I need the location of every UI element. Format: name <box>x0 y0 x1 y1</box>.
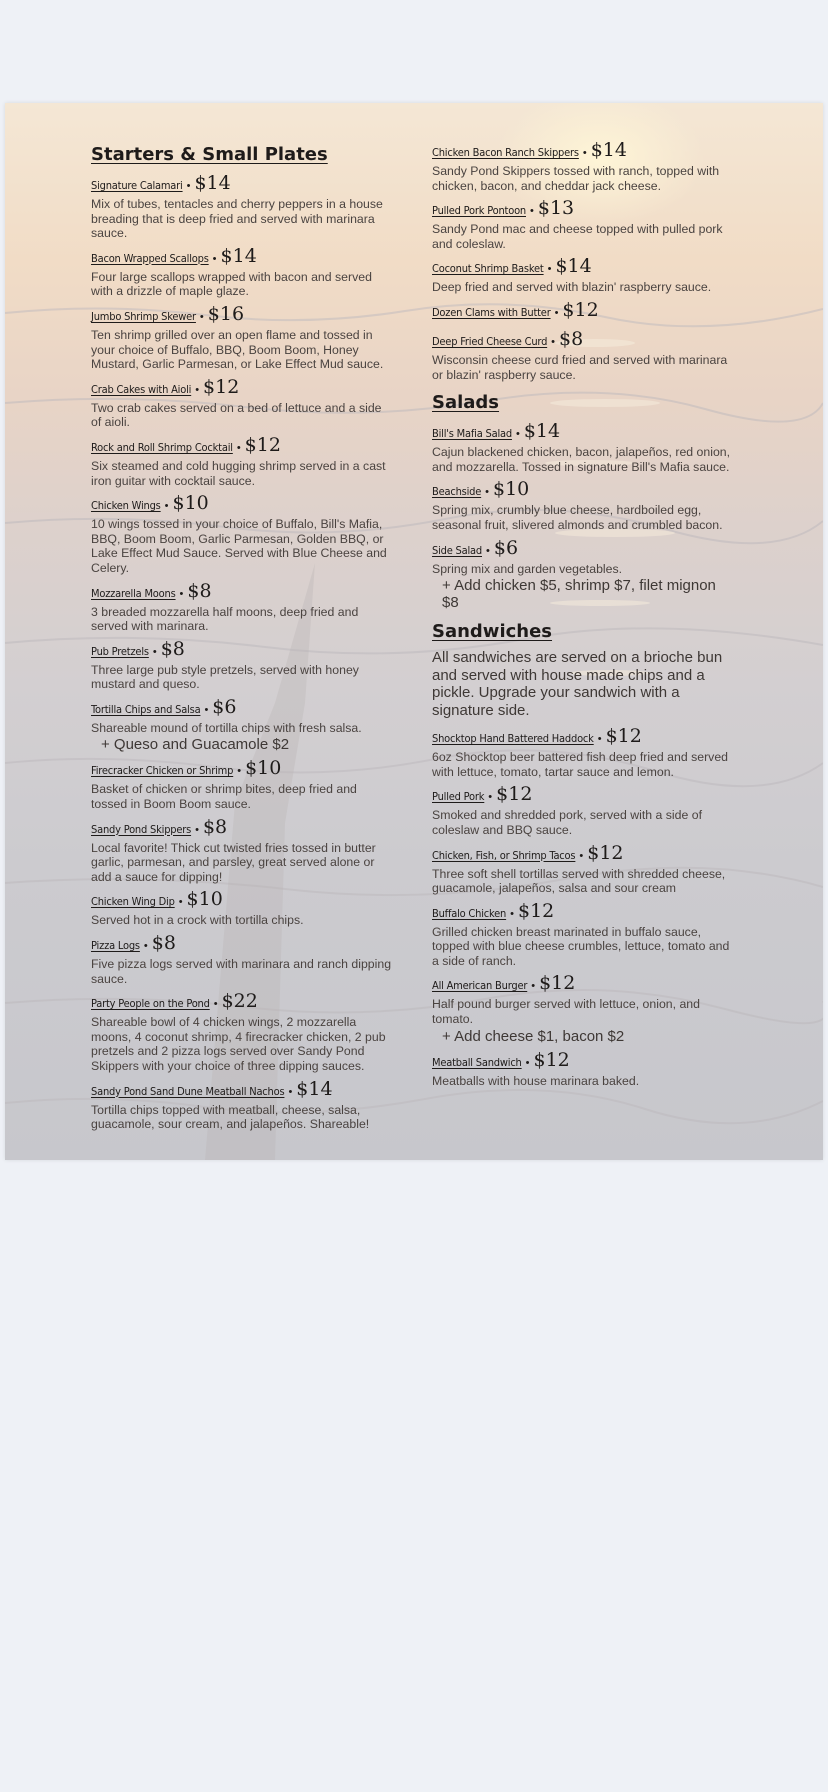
bullet-separator: • <box>531 980 536 993</box>
menu-item-title <box>91 376 395 401</box>
salads-list <box>432 420 732 611</box>
menu-item <box>91 303 395 372</box>
menu-item <box>91 638 395 692</box>
menu-item-price: $12 <box>517 899 555 922</box>
menu-item-title <box>91 172 395 197</box>
menu-item-description: Ten shrimp grilled over an open flame and tossed in your choice of Buffalo, BBQ, Boom Boom, Honey Mustard, Garlic Parmesan, or Lake Effect Mud sauce. <box>91 327 384 372</box>
bullet-separator: • <box>195 383 200 396</box>
menu-item-title <box>91 638 395 663</box>
bullet-separator: • <box>186 180 191 192</box>
menu-item-name: Dozen Clams with Butter <box>432 305 551 319</box>
starters-list <box>91 172 395 1132</box>
menu-item-title <box>432 299 732 324</box>
menu-item-description: Tortilla chips topped with meatball, cheese, salsa, guacamole, sour cream, and jalapeños. Shareable! <box>91 1102 370 1132</box>
menu-item-price: $6 <box>212 695 237 718</box>
menu-item-description: Meatballs with house marinara baked. <box>432 1073 640 1088</box>
menu-item-description: Basket of chicken or shrimp bites, deep fried and tossed in Boom Boom sauce. <box>91 782 357 812</box>
menu-item <box>91 245 395 299</box>
menu-item-description: Spring mix and garden vegetables. <box>432 561 623 576</box>
menu-item-name: Rock and Roll Shrimp Cocktail <box>91 440 233 454</box>
menu-item-description: Deep fried and served with blazin' raspberry sauce. <box>432 280 712 295</box>
menu-item <box>432 139 732 193</box>
menu-item-description: Five pizza logs served with marinara and ranch dipping sauce. <box>91 957 392 986</box>
menu-item-name: Crab Cakes with Aioli <box>91 382 192 396</box>
menu-item-price: $10 <box>245 757 282 780</box>
menu-item-title <box>91 245 395 270</box>
menu-item-price: $8 <box>202 815 228 838</box>
menu-item-price: $22 <box>221 990 258 1013</box>
menu-item <box>91 580 395 634</box>
sandwiches-intro: All sandwiches are served on a brioche bun and served with house made chips and a pickle. Upgrade your sandwich with a signature side. <box>432 649 723 719</box>
menu-item-description: Shareable mound of tortilla chips with fresh salsa. <box>91 720 362 735</box>
menu-item-name: Chicken Wings <box>91 499 161 513</box>
menu-item-description: Three soft shell tortillas served with shredded cheese, guacamole, jalapeños, salsa and sour cream <box>432 866 726 896</box>
menu-card <box>5 103 823 1160</box>
bullet-separator: • <box>213 998 218 1011</box>
menu-item-price: $12 <box>539 972 576 995</box>
starters-column <box>91 143 395 1136</box>
menu-item-price: $14 <box>220 244 257 267</box>
menu-item-name: Beachside <box>432 485 482 499</box>
bullet-separator: • <box>551 335 556 348</box>
menu-item-name: Bacon Wrapped Scallops <box>91 251 209 265</box>
bullet-separator: • <box>179 587 184 600</box>
menu-item-name: Chicken, Fish, or Shrimp Tacos <box>432 848 576 862</box>
menu-item-description: Grilled chicken breast marinated in buffalo sauce, topped with blue cheese crumbles, lettuce, tomato and a side of ranch. <box>432 924 730 968</box>
menu-item-name: Pub Pretzels <box>91 644 149 658</box>
menu-item-description: Cajun blackened chicken, bacon, jalapeños, red onion, and mozzarella. Tossed in signature Bill's Mafia sauce. <box>432 445 731 474</box>
menu-item-name: Meatball Sandwich <box>432 1055 522 1069</box>
bullet-separator: • <box>597 733 602 746</box>
sandwiches-section <box>432 620 732 1088</box>
bullet-separator: • <box>547 263 552 276</box>
menu-item-price: $14 <box>194 172 231 194</box>
menu-item-title <box>91 932 395 957</box>
menu-item-title <box>91 990 395 1015</box>
menu-item <box>91 172 395 241</box>
menu-item-price: $13 <box>537 197 575 220</box>
menu-item-name: Tortilla Chips and Salsa <box>91 702 201 716</box>
bullet-separator: • <box>530 205 534 218</box>
menu-item <box>432 783 732 837</box>
menu-item-addon: + Queso and Guacamole $2 <box>101 736 290 754</box>
menu-item <box>91 492 395 575</box>
menu-item-name: Chicken Bacon Ranch Skippers <box>432 146 579 159</box>
menu-item-price: $12 <box>587 841 624 864</box>
starters-heading: Starters & Small Plates <box>91 144 328 165</box>
menu-item-price: $8 <box>160 637 185 660</box>
menu-item-title <box>91 757 395 782</box>
menu-item-price: $8 <box>559 327 584 350</box>
bullet-separator: • <box>510 907 514 920</box>
menu-item-title <box>432 255 732 280</box>
menu-item-description: Two crab cakes served on a bed of lettuce and a side of aioli. <box>91 400 382 430</box>
menu-item-description: 10 wings tossed in your choice of Buffalo, Bill's Mafia, BBQ, Boom Boom, Garlic Parmesan, Golden BBQ, or Lake Effect Mud Sauce. Served with Blue Cheese and Celery. <box>91 517 387 575</box>
menu-item-description: Local favorite! Thick cut twisted fries tossed in butter garlic, parmesan, and parsley, great served alone or add a sauce for dipping! <box>91 840 376 884</box>
bullet-separator: • <box>152 645 157 658</box>
salads-heading: Salads <box>432 392 500 414</box>
menu-item-price: $10 <box>493 478 530 501</box>
menu-item-title <box>432 1049 732 1074</box>
menu-item-description: Served hot in a crock with tortilla chips. <box>91 913 304 928</box>
menu-item-price: $16 <box>207 302 245 325</box>
menu-item-description: Four large scallops wrapped with bacon and served with a drizzle of maple glaze. <box>91 269 372 299</box>
menu-item-name: Sandy Pond Skippers <box>91 822 192 836</box>
bullet-separator: • <box>525 1056 530 1069</box>
menu-item <box>91 434 395 488</box>
bullet-separator: • <box>579 849 584 862</box>
menu-item-description: Spring mix, crumbly blue cheese, hardboiled egg, seasonal fruit, slivered almonds and crumbled bacon. <box>432 503 723 532</box>
menu-item-description: Shareable bowl of 4 chicken wings, 2 mozzarella moons, 4 coconut shrimp, 4 firecracker chicken, 2 pub pretzels and 2 pizza logs served over Sandy Pond Skippers with your choice of three dipping sauces. <box>91 1015 386 1073</box>
menu-item-price: $12 <box>605 725 642 748</box>
menu-item <box>432 255 732 295</box>
menu-item <box>432 299 732 324</box>
salads-section <box>432 391 732 611</box>
menu-item-title <box>432 900 732 925</box>
menu-item-name: Buffalo Chicken <box>432 906 507 920</box>
menu-item-price: $14 <box>555 255 592 278</box>
bullet-separator: • <box>582 147 587 159</box>
menu-item-title <box>432 537 732 562</box>
menu-item-description: Three large pub style pretzels, served with honey mustard and queso. <box>91 662 359 692</box>
menu-item-name: Party People on the Pond <box>91 997 210 1011</box>
menu-item <box>91 932 395 986</box>
menu-item-description: Wisconsin cheese curd fried and served with marinara or blazin' raspberry sauce. <box>432 352 728 382</box>
menu-item <box>432 537 732 612</box>
menu-item <box>432 328 732 382</box>
menu-item-name: All American Burger <box>432 979 528 993</box>
menu-item-price: $8 <box>151 932 176 955</box>
bullet-separator: • <box>485 486 489 499</box>
bullet-separator: • <box>164 500 169 513</box>
menu-item-title <box>91 303 395 328</box>
menu-item-description: Mix of tubes, tentacles and cherry peppers in a house breading that is deep fried and served with marinara sauce. <box>91 197 383 241</box>
menu-item-name: Pulled Pork Pontoon <box>432 204 526 218</box>
menu-item-price: $12 <box>562 298 599 321</box>
menu-item <box>91 376 395 430</box>
menu-item-title <box>432 478 732 503</box>
menu-item-name: Sandy Pond Sand Dune Meatball Nachos <box>91 1084 285 1098</box>
menu-item-description: Half pound burger served with lettuce, onion, and tomato. <box>432 997 700 1027</box>
menu-item <box>91 816 395 885</box>
more-starters-list <box>432 139 732 382</box>
menu-item-price: $14 <box>296 1077 333 1100</box>
menu-item <box>432 197 732 251</box>
menu-item-name: Signature Calamari <box>91 179 183 192</box>
menu-item-description: Smoked and shredded pork, served with a side of coleslaw and BBQ sauce. <box>432 808 703 837</box>
menu-item-price: $6 <box>493 536 519 559</box>
menu-item-title <box>91 816 395 841</box>
menu-item-title <box>432 197 732 222</box>
menu-item-price: $14 <box>590 139 627 161</box>
menu-item-title <box>432 328 732 353</box>
menu-item-price: $10 <box>186 888 223 911</box>
menu-item <box>432 1049 732 1089</box>
menu-item <box>432 420 732 474</box>
menu-item-title <box>432 783 732 808</box>
menu-item-price: $12 <box>244 433 281 456</box>
sandwiches-heading: Sandwiches <box>432 621 553 643</box>
menu-item-price: $12 <box>496 783 533 806</box>
sandwiches-list <box>432 725 732 1088</box>
menu-item-title <box>91 580 395 605</box>
menu-item-price: $8 <box>187 579 212 602</box>
menu-item <box>432 725 732 779</box>
menu-item <box>432 842 732 896</box>
menu-item-price: $12 <box>203 375 240 398</box>
menu-item <box>91 990 395 1073</box>
menu-item-price: $14 <box>523 420 561 443</box>
menu-item <box>91 1078 395 1132</box>
menu-item-title <box>91 888 395 913</box>
menu-item-name: Shocktop Hand Battered Haddock <box>432 732 594 746</box>
menu-item-title <box>91 1078 395 1103</box>
menu-item <box>432 900 732 969</box>
bullet-separator: • <box>143 940 148 953</box>
menu-item-price: $10 <box>172 492 209 515</box>
menu-item-title <box>432 842 732 867</box>
menu-item-name: Bill's Mafia Salad <box>432 427 512 441</box>
bullet-separator: • <box>237 765 242 778</box>
menu-item-price: $12 <box>533 1048 570 1071</box>
menu-item-name: Jumbo Shrimp Skewer <box>91 309 196 323</box>
menu-item-name: Firecracker Chicken or Shrimp <box>91 764 234 778</box>
menu-item-title <box>432 725 732 750</box>
bullet-separator: • <box>554 306 559 319</box>
bullet-separator: • <box>236 441 241 454</box>
bullet-separator: • <box>204 703 209 716</box>
menu-item-description: Sandy Pond Skippers tossed with ranch, topped with chicken, bacon, and cheddar jack cheese. <box>432 164 720 193</box>
bullet-separator: • <box>488 791 493 804</box>
bullet-separator: • <box>515 428 520 441</box>
bullet-separator: • <box>178 896 183 909</box>
menu-item <box>432 972 732 1044</box>
bullet-separator: • <box>199 310 204 323</box>
menu-item-addon: + Add cheese $1, bacon $2 <box>442 1027 625 1045</box>
bullet-separator: • <box>486 544 490 557</box>
menu-item-name: Deep Fried Cheese Curd <box>432 334 548 348</box>
bullet-separator: • <box>195 823 199 836</box>
menu-item-name: Chicken Wing Dip <box>91 895 175 909</box>
menu-item-name: Pizza Logs <box>91 939 140 953</box>
menu-item-description: 6oz Shocktop beer battered fish deep fried and served with lettuce, tomato, tartar sauce and lemon. <box>432 750 729 779</box>
bullet-separator: • <box>212 252 217 265</box>
menu-item-title <box>432 139 732 164</box>
menu-item-name: Coconut Shrimp Basket <box>432 262 544 276</box>
menu-item <box>432 478 732 532</box>
right-column <box>432 139 732 1092</box>
bullet-separator: • <box>288 1085 293 1098</box>
menu-item-title <box>432 420 732 445</box>
menu-item-title <box>91 492 395 517</box>
menu-item-description: 3 breaded mozzarella half moons, deep fried and served with marinara. <box>91 604 359 634</box>
menu-item-name: Mozzarella Moons <box>91 586 176 600</box>
menu-item <box>91 888 395 928</box>
menu-item-name: Side Salad <box>432 543 482 557</box>
menu-item-description: Six steamed and cold hugging shrimp served in a cast iron guitar with cocktail sauce. <box>91 458 386 488</box>
menu-item-title <box>432 972 732 997</box>
menu-item-title <box>91 696 395 721</box>
menu-item-name: Pulled Pork <box>432 790 485 804</box>
menu-item-addon: + Add chicken $5, shrimp $7, filet mignon $8 <box>442 577 716 612</box>
menu-item-title <box>91 434 395 459</box>
menu-item <box>91 757 395 811</box>
menu-item <box>91 696 395 754</box>
menu-item-description: Sandy Pond mac and cheese topped with pulled pork and coleslaw. <box>432 222 723 251</box>
